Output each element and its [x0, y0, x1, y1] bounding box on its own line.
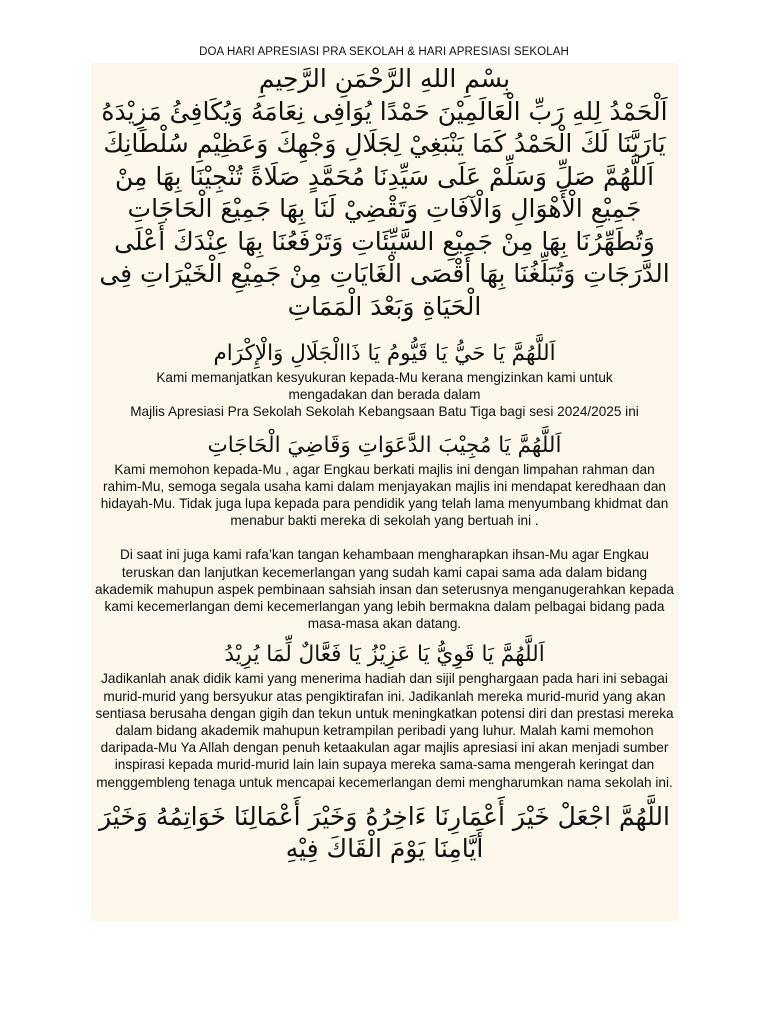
section-3-heading: اَللَّهُمَّ يَا قَوِيُّ يَا عَزِيْزُ يَا فَعَّالٌ لِّمَا يُرِيْدُ [224, 642, 545, 668]
salawat-text: اَللَّهُمَّ صَلِّ وَسَلِّمْ عَلَى سَيِّدِنَا مُحَمَّدٍ صَلَاةً تُنْجِيْنَا بِهَا مِنْ جَمِيْعِ الْأَهْوَالِ وَالْآفَاتِ وَتَقْضِيْ لَنَا بِهَا جَمِيْعَ الْحَاجَاتِ وَتُطَهِّرُنَا بِهَا مِنْ جَمِيْعِ السَّيِّئَاتِ وَتَرْفَعُنَا بِهَا عِنْدَكَ أَعْلَى الدَّرَجَاتِ وَتُبَلِّغُنَا بِهَا أَقْصَى الْغَايَاتِ مِنْ جَمِيْعِ الْخَيْرَاتِ فِى الْحَيَاةِ وَبَعْدَ الْمَمَاتِ [99, 161, 670, 321]
prayer-body [91, 63, 678, 921]
section-2-heading: اَللَّهُمَّ يَا مُجِيْبَ الدَّعَوَاتِ وَقَاضِيَ الْحَاجَاتِ [207, 432, 562, 458]
closing-prayer: اللَّهُمَّ اجْعَلْ خَيْرَ أَعْمَارِنَا ءَاخِرُهُ وَخَيْرَ أَعْمَالِنَا خَوَاتِمُهُ وَخَيْرَ أَيَّامِنَا يَوْمَ الْقَاكَ فِيْهِ [99, 801, 670, 863]
paragraph-spacer [91, 529, 678, 546]
hamdalah-text: اَلْحَمْدُ لِلهِ رَبِّ الْعَالَمِيْنَ حَمْدًا يُوَافِى نِعَامَهُ وَيُكَافِئُ مَزِيْدَهُ يَارَبَّنَا لَكَ الْحَمْدُ كَمَا يَنْبَغِيْ لِجَلَالِ وَجْهِكَ وَعَظِيْمِ سُلْطَانِكَ [101, 96, 668, 158]
bismillah-line: بِسْمِ اللهِ الرَّحْمَنِ الرَّحِيمِ [258, 64, 511, 93]
section-1-paragraph-2: Majlis Apresiasi Pra Sekolah Sekolah Kebangsaan Batu Tiga bagi sesi 2024/2025 ini [130, 404, 639, 420]
section-1-heading: اَللَّهُمَّ يَا حَيُّ يَا قَيُّومُ يَا ذَاالْجَلَالِ وَالْإِكْرَام [213, 341, 556, 366]
section-2-paragraph-1: Kami memohon kepada-Mu , agar Engkau berkati majlis ini dengan limpahan rahman dan rahim-Mu, semoga segala usaha kami dalam menjayakan majlis ini mendapat keredhaan dan hidayah-Mu. Tidak juga lupa kepada para pendidik yang telah lama menyumbang khidmat dan menabur bakti mereka di sekolah yang bertuah ini . [100, 461, 669, 529]
document-title: DOA HARI APRESIASI PRA SEKOLAH & HARI APRESIASI SEKOLAH [199, 46, 569, 58]
section-3-paragraph-1: Jadikanlah anak didik kami yang menerima hadiah dan sijil penghargaan pada hari ini sebagai murid-murid yang bersyukur atas pengiktirafan ini. Jadikanlah mereka murid-murid yang akan sentiasa berusaha dengan gigih dan tekun untuk meningkatkan potensi diri dan prestasi mereka dalam bidang akademik mahupun ketrampilan peribadi yang luhur. Malah kami memohon daripada-Mu Ya Allah dengan penuh ketaakulan agar majlis apresiasi ini akan menjadi sumber inspirasi kepada murid-murid lain lain supaya mereka sama-sama mengerah keringat dan menggembleng tenaga untuk mencapai kecemerlangan demi mengharumkan nama sekolah ini. [95, 671, 674, 790]
section-2-paragraph-2: Di saat ini juga kami rafa’kan tangan kehambaan mengharapkan ihsan-Mu agar Engkau teruskan dan lanjutkan kecemerlangan yang sudah kami capai sama ada dalam bidang akademik mahupun aspek pembinaan sahsiah insan dan seterusnya menganugerahkan kepada kami kecemerlangan demi kecemerlangan yang lebih bermakna dalam pelbagai bidang pada masa-masa akan datang. [95, 547, 674, 632]
section-1-paragraph-1: Kami memanjatkan kesyukuran kepada-Mu kerana mengizinkan kami untuk mengadakan dan berada dalam [156, 370, 613, 403]
